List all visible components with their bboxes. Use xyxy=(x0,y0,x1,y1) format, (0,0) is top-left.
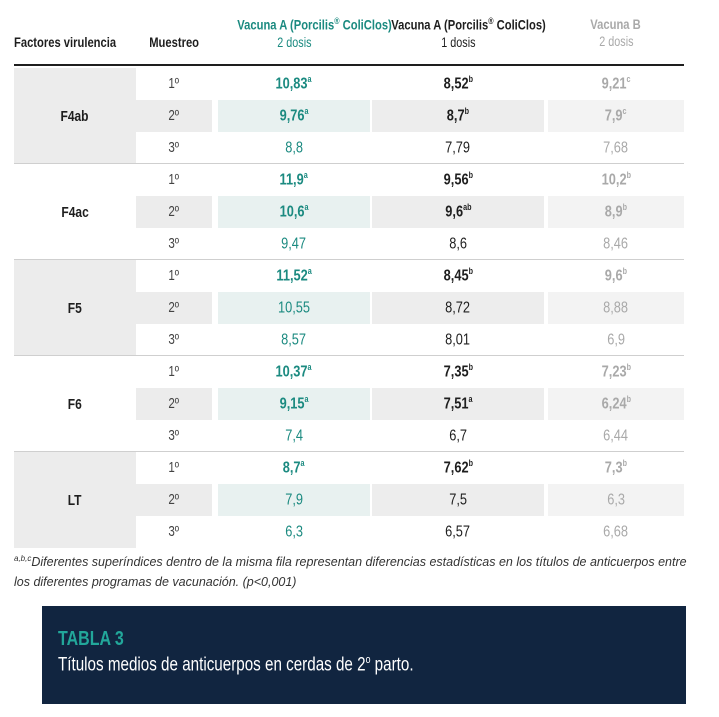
header-vacuna-a-2dosis: Vacuna A (Porcilis® ColiClos) 2 dosis xyxy=(237,16,392,50)
value-vacuna-a-1dosis: 8,7$^b$ xyxy=(372,100,544,132)
value-vacuna-a-1dosis: 7,35$^b$ xyxy=(443,362,473,381)
table-row xyxy=(14,516,684,548)
table-row xyxy=(14,420,684,452)
table-row xyxy=(14,68,684,100)
value-vacuna-a-1dosis: 7,79 xyxy=(445,139,471,157)
muestreo-cell: 2º xyxy=(136,100,212,132)
value-vacuna-b: 7,3$^b$ xyxy=(604,458,628,477)
table-row xyxy=(14,228,684,260)
factor-label: F4ac xyxy=(61,203,89,221)
value-vacuna-a-2dosis: 10,6$^a$ xyxy=(218,196,370,228)
muestreo-cell: 3º xyxy=(168,140,180,156)
value-vacuna-b: 6,9 xyxy=(607,331,625,349)
muestreo-cell: 3º xyxy=(168,524,180,540)
value-vacuna-a-2dosis: 9,47 xyxy=(281,235,307,253)
muestreo-cell: 1º xyxy=(168,268,180,284)
value-vacuna-a-1dosis: 6,7 xyxy=(449,427,467,445)
value-vacuna-b: 8,46 xyxy=(603,235,629,253)
value-vacuna-a-2dosis: 11,52$^a$ xyxy=(276,266,312,285)
factor-label: F6 xyxy=(67,395,82,413)
value-vacuna-a-2dosis: 10,83$^a$ xyxy=(275,74,313,93)
caption-text: Títulos medios de anticuerpos en cerdas de 2$^o$ parto. xyxy=(58,654,414,676)
value-vacuna-a-2dosis: 6,3 xyxy=(285,523,303,541)
value-vacuna-a-2dosis: 9,15$^a$ xyxy=(218,388,370,420)
caption-title: TABLA 3 xyxy=(58,628,124,650)
value-vacuna-a-1dosis: 7,5 xyxy=(372,484,544,516)
muestreo-cell: 1º xyxy=(168,364,180,380)
value-vacuna-a-2dosis: 7,4 xyxy=(285,427,303,445)
muestreo-cell: 1º xyxy=(168,76,180,92)
value-vacuna-a-2dosis: 11,9$^a$ xyxy=(279,170,309,189)
table-row xyxy=(14,132,684,164)
value-vacuna-a-1dosis: 8,52$^b$ xyxy=(443,74,473,93)
value-vacuna-b: 6,44 xyxy=(603,427,629,445)
value-vacuna-a-1dosis: 8,6 xyxy=(449,235,467,253)
muestreo-cell: 2º xyxy=(136,388,212,420)
value-vacuna-b: 9,21$^c$ xyxy=(601,74,631,93)
value-vacuna-a-1dosis: 8,72 xyxy=(372,292,544,324)
muestreo-cell: 3º xyxy=(168,428,180,444)
factor-label: F4ab xyxy=(14,68,136,164)
value-vacuna-b: 6,68 xyxy=(603,523,629,541)
table-row xyxy=(14,100,684,132)
value-vacuna-b: 7,68 xyxy=(603,139,629,157)
factor-label: LT xyxy=(14,452,136,548)
muestreo-cell: 2º xyxy=(136,484,212,516)
table-row xyxy=(14,356,684,388)
value-vacuna-b: 9,6$^b$ xyxy=(604,266,628,285)
value-vacuna-b: 7,23$^b$ xyxy=(601,362,631,381)
value-vacuna-b: 6,24$^b$ xyxy=(548,388,684,420)
muestreo-cell: 3º xyxy=(168,332,180,348)
value-vacuna-b: 10,2$^b$ xyxy=(601,170,631,189)
value-vacuna-a-1dosis: 9,56$^b$ xyxy=(443,170,473,189)
value-vacuna-a-2dosis: 10,55 xyxy=(218,292,370,324)
value-vacuna-b: 6,3 xyxy=(548,484,684,516)
value-vacuna-a-1dosis: 6,57 xyxy=(445,523,471,541)
value-vacuna-a-1dosis: 8,01 xyxy=(445,331,471,349)
table-row xyxy=(14,292,684,324)
value-vacuna-a-2dosis: 8,57 xyxy=(281,331,307,349)
table-row xyxy=(14,452,684,484)
muestreo-cell: 3º xyxy=(168,236,180,252)
value-vacuna-a-2dosis: 8,8 xyxy=(285,139,303,157)
table-row xyxy=(14,260,684,292)
value-vacuna-a-2dosis: 8,7$^a$ xyxy=(283,458,305,477)
table-row xyxy=(14,324,684,356)
table-body xyxy=(14,68,684,548)
footnote: $^{a,b,c}$Diferentes superíndices dentro de la misma fila representan diferencias estadísticas en los títulos de anticuerpos entre los diferentes programas de vacunación. (p<0,001) xyxy=(14,554,687,590)
factor-label: F5 xyxy=(14,260,136,356)
value-vacuna-a-2dosis: 9,76$^a$ xyxy=(218,100,370,132)
table-row xyxy=(14,164,684,196)
header-muestreo: Muestreo xyxy=(149,34,199,50)
header-vacuna-b: Vacuna B 2 dosis xyxy=(590,16,642,49)
value-vacuna-a-2dosis: 10,37$^a$ xyxy=(275,362,313,381)
value-vacuna-a-1dosis: 9,6$^{ab}$ xyxy=(372,196,544,228)
value-vacuna-b: 8,9$^b$ xyxy=(548,196,684,228)
value-vacuna-a-1dosis: 7,51$^a$ xyxy=(372,388,544,420)
value-vacuna-a-2dosis: 7,9 xyxy=(218,484,370,516)
header-factor: Factores virulencia xyxy=(14,34,117,50)
muestreo-cell: 2º xyxy=(136,292,212,324)
table-row xyxy=(14,196,684,228)
table-row xyxy=(14,484,684,516)
table-row xyxy=(14,388,684,420)
value-vacuna-a-1dosis: 7,62$^b$ xyxy=(443,458,473,477)
table-caption xyxy=(42,606,686,704)
muestreo-cell: 2º xyxy=(136,196,212,228)
muestreo-cell: 1º xyxy=(168,172,180,188)
value-vacuna-b: 8,88 xyxy=(548,292,684,324)
value-vacuna-b: 7,9$^c$ xyxy=(548,100,684,132)
header-rule xyxy=(14,64,684,66)
header-vacuna-a-1dosis: Vacuna A (Porcilis® ColiClos) 1 dosis xyxy=(391,16,546,50)
value-vacuna-a-1dosis: 8,45$^b$ xyxy=(443,266,473,285)
muestreo-cell: 1º xyxy=(168,460,180,476)
